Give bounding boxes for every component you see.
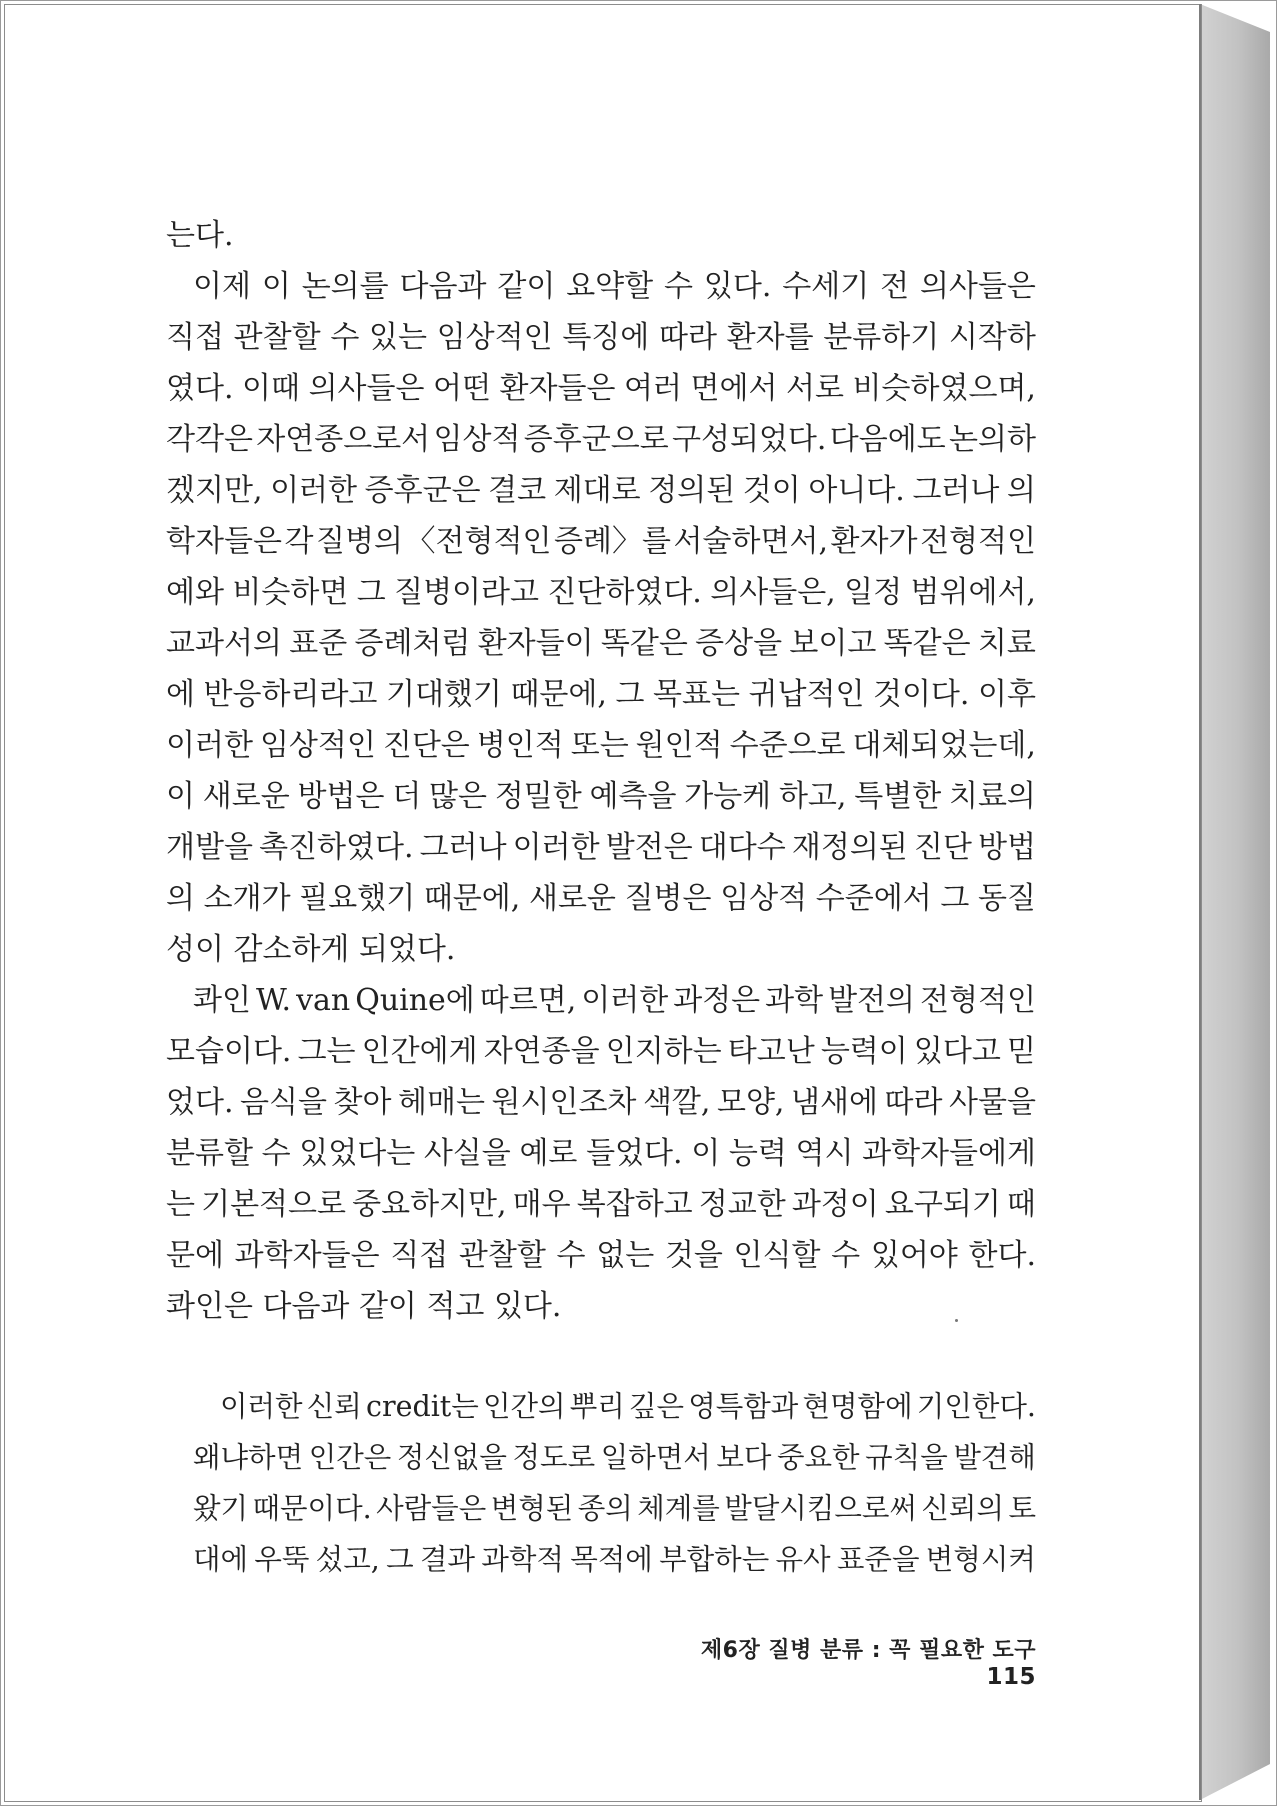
word: 색깔, <box>642 1085 711 1120</box>
word: 과정은 <box>673 983 761 1018</box>
word: 직접 <box>390 1238 449 1273</box>
word: 예측을 <box>589 779 677 814</box>
word: 토 <box>1008 1492 1036 1525</box>
text-line <box>166 771 1036 822</box>
word: 헤매는 <box>398 1085 485 1120</box>
word: 수 <box>664 269 694 304</box>
word: 새로운 <box>528 881 616 916</box>
word: 제대로 <box>553 473 641 508</box>
word: 결과 <box>419 1543 476 1576</box>
word: 그 <box>356 575 386 610</box>
word: 이제 <box>193 269 251 304</box>
word: 발전은 <box>605 830 693 865</box>
word: 때문이다. <box>252 1492 372 1525</box>
word: 현명함에 <box>802 1390 913 1423</box>
word: 있다. <box>703 269 772 304</box>
running-head: 제6장 질병 분류 : 꼭 필요한 도구 <box>700 1638 1036 1663</box>
word: 문에 <box>166 1238 224 1273</box>
word: 매우 <box>512 1187 571 1222</box>
word: 타고난 <box>727 1034 815 1069</box>
word: 에 <box>166 677 195 712</box>
word: 하고, <box>778 779 847 814</box>
word: 방법은 <box>297 779 385 814</box>
word: 관찰할 <box>233 320 321 355</box>
word: 비슷하였으며, <box>852 371 1036 406</box>
word: 개발을 <box>166 830 253 865</box>
word: 인지하는 <box>605 1034 722 1069</box>
word: 면에서 <box>690 371 778 406</box>
word: 같이 <box>497 269 556 304</box>
word: 따르면, <box>479 983 577 1018</box>
word: 방법 <box>977 830 1036 865</box>
word: 찾아 <box>333 1085 392 1120</box>
word: 있어야 <box>870 1238 958 1273</box>
word: 그 <box>615 677 645 712</box>
word: 이러한 <box>512 830 600 865</box>
word: 전형적인 <box>920 524 1036 559</box>
word: 있었다는 <box>299 1136 416 1171</box>
word: 의 <box>166 881 195 916</box>
word: 예와 <box>166 575 224 610</box>
word: 다음에도 <box>829 422 946 457</box>
word: 신뢰의 <box>921 1492 1004 1525</box>
text-line <box>166 924 1036 975</box>
word: 있는 <box>369 320 427 355</box>
word: 환자들이 <box>477 626 594 661</box>
word: 똑같은 <box>600 626 688 661</box>
word: 수 <box>330 320 360 355</box>
word: 수 <box>261 1136 291 1171</box>
word: 종의 <box>577 1492 633 1525</box>
word: 사람들은 <box>376 1492 487 1525</box>
word: 중요한 <box>777 1441 860 1474</box>
word: 있다고 <box>913 1034 1001 1069</box>
word: 는 <box>166 1187 195 1222</box>
word: 아니다. <box>808 473 905 508</box>
word: 재정의된 <box>791 830 908 865</box>
word: 논의를 <box>301 269 389 304</box>
word: 왜냐하면 <box>193 1441 304 1474</box>
word: 진단 <box>913 830 972 865</box>
text-line-content: 콰인은 다음과 같이 적고 있다. <box>166 1289 562 1324</box>
word: 수세기 <box>782 269 870 304</box>
word: 구성되었다. <box>672 422 827 457</box>
word: 질병이라고 <box>394 575 539 610</box>
word: 정신없을 <box>396 1441 507 1474</box>
word: 각 <box>284 524 314 559</box>
word: 자연종을 <box>483 1034 600 1069</box>
word: 과학 <box>765 983 824 1018</box>
word: 없는 <box>596 1238 655 1273</box>
word: 믿 <box>1006 1034 1036 1069</box>
text-line <box>193 1435 1036 1486</box>
word: 였다. <box>166 371 234 406</box>
word: 것을 <box>664 1238 723 1273</box>
word: 대체되었는데, <box>852 728 1036 763</box>
word: 귀납적인 <box>748 677 865 712</box>
word: 인간은 <box>308 1441 392 1474</box>
word: 수준에서 <box>815 881 932 916</box>
word: 이러한 <box>581 983 669 1018</box>
word: 환자가 <box>830 524 918 559</box>
text-line <box>166 873 1036 924</box>
word: 이 <box>166 779 195 814</box>
text-line <box>166 414 1036 465</box>
word: 논의하 <box>949 422 1036 457</box>
word: 이 <box>691 1136 721 1171</box>
word: 섰고, <box>315 1543 380 1576</box>
text-line <box>166 516 1036 567</box>
word: 것이 <box>742 473 801 508</box>
word: 동질 <box>978 881 1036 916</box>
word: 정밀한 <box>494 779 582 814</box>
word: 이 <box>261 269 291 304</box>
word: 〈전형적인 <box>405 524 552 559</box>
word: 임상적인 <box>436 320 553 355</box>
word: 의사들은, <box>710 575 836 610</box>
word: 이러한 <box>166 728 253 763</box>
word: 분류하기 <box>823 320 940 355</box>
word: 부합하는 <box>659 1543 770 1576</box>
word: 요약할 <box>566 269 654 304</box>
page-edge <box>1199 4 1201 1800</box>
word: 환자들은 <box>499 371 616 406</box>
word: 똑같은 <box>883 626 971 661</box>
word: 서술하면서, <box>673 524 828 559</box>
word: 능력 <box>728 1136 787 1171</box>
word: 왔기 <box>193 1492 249 1525</box>
word: 중요하지만, <box>352 1187 507 1222</box>
word: 모양, <box>716 1085 785 1120</box>
word: 과학자들에게 <box>862 1136 1036 1171</box>
word: Quine에 <box>355 983 475 1018</box>
text-line <box>193 1486 1036 1537</box>
word: 이후 <box>978 677 1036 712</box>
word: 변형시켜 <box>925 1543 1036 1576</box>
page-footer <box>640 1633 1036 1690</box>
word: 요구되기 <box>884 1187 1001 1222</box>
word: 우뚝 <box>254 1543 310 1576</box>
word: 역시 <box>795 1136 854 1171</box>
word: 증후군으로 <box>523 422 669 457</box>
word: 사물을 <box>948 1085 1036 1120</box>
word: 인식할 <box>733 1238 821 1273</box>
word: 결코 <box>488 473 547 508</box>
word: 증례〉를 <box>554 524 671 559</box>
text-line <box>166 822 1036 873</box>
page-thickness-shadow <box>1200 4 1270 1800</box>
word: 규칙을 <box>865 1441 948 1474</box>
word: 분류할 <box>166 1136 253 1171</box>
word: 그러나 <box>419 830 507 865</box>
word: 표준 <box>289 626 348 661</box>
word: 필요했기 <box>299 881 416 916</box>
body-text <box>166 210 1036 1332</box>
word: 발견해 <box>953 1441 1036 1474</box>
word: 영특함과 <box>688 1390 799 1423</box>
word: 원인적 <box>635 728 723 763</box>
word: 질병의 <box>316 524 403 559</box>
word: 때 <box>1006 1187 1036 1222</box>
word: 이때 <box>242 371 301 406</box>
text-line <box>166 567 1036 618</box>
word: 그는 <box>297 1034 356 1069</box>
word: 각각은 <box>166 422 253 457</box>
word: 의사들은 <box>919 269 1036 304</box>
word: 임상적인 <box>259 728 376 763</box>
word: 대에 <box>193 1543 249 1576</box>
word: 었다. <box>166 1085 234 1120</box>
text-line <box>166 669 1036 720</box>
word: 유사 <box>775 1543 831 1576</box>
text-line <box>166 1230 1036 1281</box>
word: 촉진하였다. <box>259 830 414 865</box>
word: 들었다. <box>586 1136 683 1171</box>
word: 기인한다. <box>916 1390 1036 1423</box>
word: 전 <box>880 269 910 304</box>
word: 따라 <box>884 1085 943 1120</box>
text-line <box>193 1384 1036 1435</box>
word: 목적에 <box>570 1543 653 1576</box>
word: 원시인조차 <box>491 1085 637 1120</box>
block-quote <box>193 1384 1036 1588</box>
word: 직접 <box>166 320 224 355</box>
text-line <box>193 1537 1036 1588</box>
word: credit는 <box>366 1390 479 1423</box>
word: 그 <box>386 1543 414 1576</box>
word: 수 <box>831 1238 861 1273</box>
word: 예로 <box>519 1136 578 1171</box>
word: 인간의 <box>482 1390 566 1423</box>
text-line <box>166 975 1036 1026</box>
word: 소개가 <box>203 881 291 916</box>
word: 가능케 <box>684 779 772 814</box>
word: 대다수 <box>698 830 786 865</box>
word: 보이고 <box>789 626 877 661</box>
word: 콰인 <box>193 983 251 1018</box>
word: 정도로 <box>512 1441 596 1474</box>
word: 수 <box>556 1238 586 1273</box>
word: 범위에서, <box>910 575 1036 610</box>
word: 환자를 <box>726 320 814 355</box>
text-line-content: 는다. <box>166 218 234 253</box>
word: 임상적 <box>720 881 808 916</box>
word: 능력이 <box>820 1034 908 1069</box>
text-line <box>166 1077 1036 1128</box>
word: 의 <box>1006 473 1036 508</box>
word: 때문에, <box>510 677 607 712</box>
word: 인간에게 <box>361 1034 478 1069</box>
text-line <box>166 1179 1036 1230</box>
word: 학자들은 <box>166 524 282 559</box>
word: 다음과 <box>399 269 487 304</box>
stray-dot <box>955 1319 958 1322</box>
word: 서로 <box>786 371 844 406</box>
word: 정교한 <box>698 1187 786 1222</box>
word: 특별한 <box>854 779 942 814</box>
word: 기본적으로 <box>201 1187 346 1222</box>
text-line <box>166 363 1036 414</box>
word: 사실을 <box>423 1136 511 1171</box>
word: 증례처럼 <box>354 626 471 661</box>
text-line <box>166 261 1036 312</box>
word: 교과서의 <box>166 626 282 661</box>
word: 목표는 <box>653 677 740 712</box>
word: 신뢰 <box>306 1390 362 1423</box>
word: 과정이 <box>791 1187 879 1222</box>
word: 의사들은 <box>308 371 425 406</box>
word: 정의된 <box>648 473 736 508</box>
word: 증후군은 <box>364 473 481 508</box>
word: 새로운 <box>202 779 290 814</box>
word: 수준으로 <box>729 728 846 763</box>
word: 때문에, <box>423 881 521 916</box>
word: 관찰할 <box>458 1238 546 1273</box>
word: 또는 <box>570 728 629 763</box>
word: 그 <box>940 881 970 916</box>
text-line <box>166 720 1036 771</box>
word: 비슷하면 <box>232 575 349 610</box>
word: 음식을 <box>240 1085 327 1120</box>
word: 어떤 <box>433 371 491 406</box>
word: 치료 <box>977 626 1036 661</box>
word: 반응하리라고 <box>203 677 378 712</box>
word: 증상을 <box>695 626 783 661</box>
word: 발달시킴으로써 <box>724 1492 917 1525</box>
word: W. <box>255 983 292 1018</box>
word: 여러 <box>624 371 682 406</box>
word: 보다 <box>716 1441 772 1474</box>
word: 따라 <box>658 320 717 355</box>
text-line <box>166 1281 1036 1332</box>
word: 발전의 <box>828 983 916 1018</box>
word: 변형된 <box>490 1492 574 1525</box>
word: 깊은 <box>628 1390 685 1423</box>
word: 과학적 <box>481 1543 564 1576</box>
word: 시작하 <box>948 320 1036 355</box>
word: 냄새에 <box>791 1085 878 1120</box>
word: 겠지만, <box>166 473 263 508</box>
text-line <box>166 1128 1036 1179</box>
word: 질병은 <box>624 881 712 916</box>
word: 자연종으로서 <box>256 422 431 457</box>
word: 뿌리 <box>569 1390 625 1423</box>
word: 복잡하고 <box>576 1187 693 1222</box>
word: 일하면서 <box>600 1441 711 1474</box>
word: 과학자들은 <box>234 1238 380 1273</box>
text-line <box>166 465 1036 516</box>
page-number: 115 <box>986 1664 1036 1690</box>
word: 이러한 <box>220 1390 303 1423</box>
text-line-content: 성이 감소하게 되었다. <box>166 932 456 967</box>
word: 특징에 <box>562 320 650 355</box>
word: van <box>296 983 351 1018</box>
word: 모습이다. <box>166 1034 292 1069</box>
word: 것이다. <box>872 677 970 712</box>
word: 이러한 <box>270 473 358 508</box>
word: 기대했기 <box>385 677 502 712</box>
word: 한다. <box>968 1238 1036 1273</box>
text-line <box>166 210 1036 261</box>
word: 더 <box>392 779 422 814</box>
word: 체계를 <box>637 1492 720 1525</box>
word: 표준을 <box>836 1543 920 1576</box>
word: 치료의 <box>948 779 1036 814</box>
word: 많은 <box>429 779 487 814</box>
word: 그러나 <box>912 473 1000 508</box>
word: 일정 <box>844 575 903 610</box>
word: 병인적 <box>476 728 564 763</box>
text-line <box>166 312 1036 363</box>
word: 임상적 <box>433 422 521 457</box>
word: 전형적인 <box>920 983 1036 1018</box>
text-line <box>166 1026 1036 1077</box>
text-line <box>166 618 1036 669</box>
word: 진단하였다. <box>547 575 702 610</box>
word: 진단은 <box>382 728 470 763</box>
